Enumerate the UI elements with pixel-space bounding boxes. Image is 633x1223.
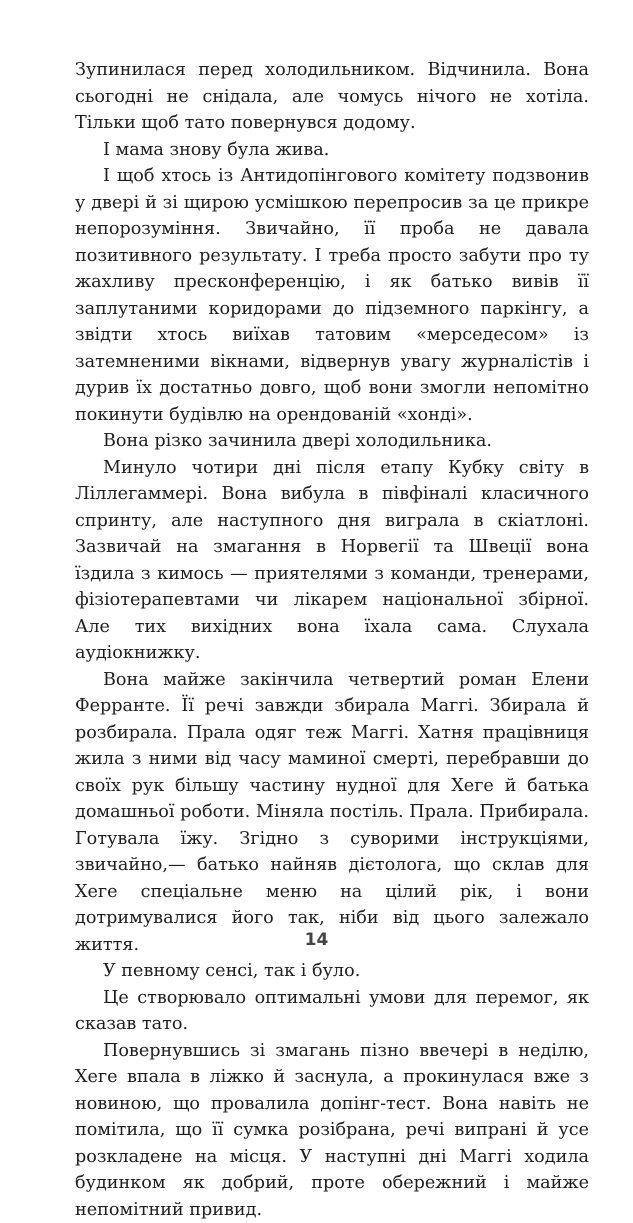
page-number: 14 [0,930,633,950]
page-body-text [75,57,589,1223]
paragraph: Вона майже закінчила четвертий роман Елени Ферранте. Її речі завжди збирала Маггі. Збирала й розбирала. Прала одяг теж Маггі. Хатня працівниця жила з ними від часу маминої смерті, перебравши до своїх рук більшу частину нудної для Хеге й батька домашньої роботи. Міняла постіль. Прала. Прибирала. Готувала їжу. Згідно з суворими інструкціями, звичайно,— батько найняв дієтолога, що склав для Хеге спеціальне меню на цілий рік, і вони дотримувалися його так, ніби від цього залежало життя. [75,667,589,959]
paragraph: Це створювало оптимальні умови для перемог, як сказав тато. [75,985,589,1038]
paragraph: Вона різко зачинила двері холодильника. [75,428,589,455]
paragraph: Зупинилася перед холодильником. Відчинила. Вона сьогодні не снідала, але чомусь нічого не хотіла. Тільки щоб тато повернувся додому. [75,57,589,137]
paragraph: Минуло чотири дні після етапу Кубку світу в Ліллегаммері. Вона вибула в півфіналі класичного спринту, але наступного дня виграла в скіатлоні. Зазвичай на змагання в Норвегії та Швеції вона їздила з кимось — приятелями з команди, тренерами, фізіотерапевтами чи лікарем національної збірної. Але тих вихідних вона їхала сама. Слухала аудіокнижку. [75,455,589,667]
paragraph: І мама знову була жива. [75,137,589,164]
paragraph: І щоб хтось із Антидопінгового комітету подзвонив у двері й зі щирою усмішкою перепросив за це прикре непорозуміння. Звичайно, її проба не давала позитивного результату. І треба просто забути про ту жахливу пресконференцію, і як батько вивів її заплутаними коридорами до підземного паркінгу, а звідти хтось виїхав татовим «мерседесом» із затемненими вікнами, відвернув увагу журналістів і дурив їх достатньо довго, щоб вони змогли непомітно покинути будівлю на орендованій «хонді». [75,163,589,428]
paragraph: Повернувшись зі змагань пізно ввечері в неділю, Хеге впала в ліжко й заснула, а прокинулася вже з новиною, що провалила допінг-тест. Вона навіть не помітила, що її сумка розібрана, речі випрані й усе розкладене на місця. У наступні дні Маггі ходила будинком як добрий, проте обережний і майже непомітний привид. [75,1038,589,1223]
paragraph: У певному сенсі, так і було. [75,958,589,985]
